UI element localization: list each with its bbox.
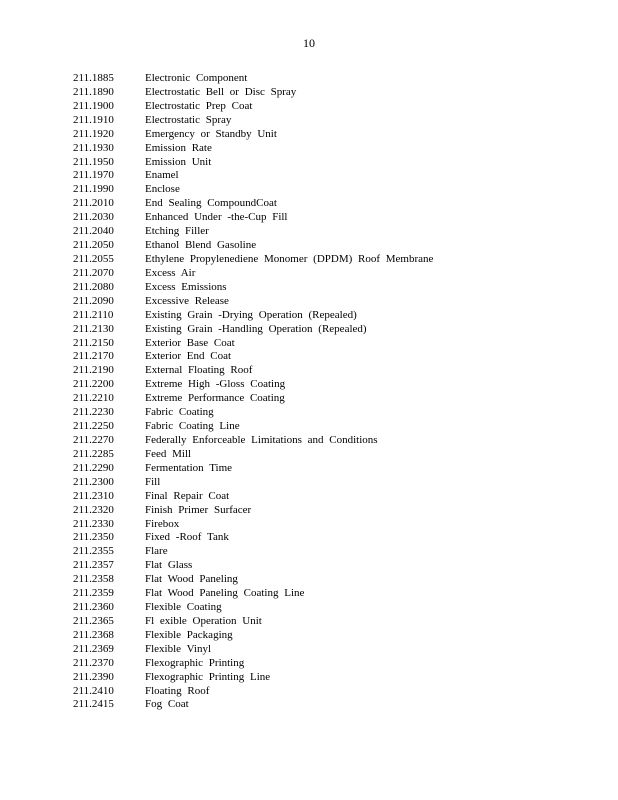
section-number: 211.2390 xyxy=(73,670,114,683)
list-item xyxy=(73,183,553,197)
section-number: 211.2250 xyxy=(73,420,114,433)
list-item xyxy=(73,615,553,629)
section-number: 211.2330 xyxy=(73,517,114,530)
section-number: 211.1990 xyxy=(73,183,114,196)
list-item xyxy=(73,267,553,281)
section-number: 211.1900 xyxy=(73,99,114,112)
section-term: Emission Rate xyxy=(145,141,212,154)
section-number: 211.2350 xyxy=(73,531,114,544)
list-item xyxy=(73,518,553,532)
section-term: Electrostatic Bell or Disc Spray xyxy=(145,85,297,98)
list-item xyxy=(73,309,553,323)
section-term: Excessive Release xyxy=(145,294,229,307)
list-item xyxy=(73,197,553,211)
section-term: Electronic Component xyxy=(145,72,248,84)
section-term: Extreme Performance Coating xyxy=(145,392,285,405)
section-term: Feed Mill xyxy=(145,447,192,460)
section-number: 211.2285 xyxy=(73,447,114,460)
section-term: Final Repair Coat xyxy=(145,489,230,502)
section-number: 211.2300 xyxy=(73,475,114,488)
section-term: Exterior Base Coat xyxy=(145,336,235,349)
section-number: 211.2030 xyxy=(73,211,114,224)
section-number: 211.2210 xyxy=(73,392,114,405)
section-term: Emission Unit xyxy=(145,155,212,168)
section-term: Flexographic Printing Line xyxy=(145,670,271,683)
section-number: 211.2368 xyxy=(73,628,114,641)
list-item xyxy=(73,295,553,309)
list-item xyxy=(73,559,553,573)
list-item xyxy=(73,378,553,392)
section-term: Fill xyxy=(145,475,161,488)
section-number: 211.1950 xyxy=(73,155,114,168)
section-number: 211.2055 xyxy=(73,252,114,265)
section-number: 211.2310 xyxy=(73,489,114,502)
section-number: 211.2370 xyxy=(73,656,114,669)
list-item xyxy=(73,114,553,128)
section-term: Fabric Coating Line xyxy=(145,420,240,433)
list-item xyxy=(73,169,553,183)
list-item xyxy=(73,643,553,657)
section-term: Flexible Packaging xyxy=(145,628,233,641)
section-number: 211.2290 xyxy=(73,461,114,474)
page-number: 10 xyxy=(303,36,315,50)
list-item xyxy=(73,364,553,378)
list-item xyxy=(73,350,553,364)
section-number: 211.2230 xyxy=(73,406,114,419)
section-number: 211.2170 xyxy=(73,350,114,363)
list-item xyxy=(73,323,553,337)
list-item xyxy=(73,490,553,504)
section-number: 211.2270 xyxy=(73,433,114,446)
section-number: 211.2080 xyxy=(73,280,114,293)
section-number: 211.2369 xyxy=(73,642,114,655)
section-number: 211.2110 xyxy=(73,308,114,321)
list-item xyxy=(73,142,553,156)
section-number: 211.2358 xyxy=(73,573,114,586)
section-number: 211.2190 xyxy=(73,364,114,377)
section-number: 211.2130 xyxy=(73,322,114,335)
section-term: Enclose xyxy=(145,183,180,196)
section-list xyxy=(73,72,553,712)
section-number: 211.2365 xyxy=(73,614,114,627)
list-item xyxy=(73,685,553,699)
section-term: Electrostatic Prep Coat xyxy=(145,99,253,112)
section-number: 211.2360 xyxy=(73,601,114,614)
section-term: Excess Emissions xyxy=(145,280,227,293)
section-term: Existing Grain -Drying Operation (Repealed) xyxy=(145,308,357,321)
section-number: 211.2150 xyxy=(73,336,114,349)
section-term: Existing Grain -Handling Operation (Repealed) xyxy=(145,322,367,335)
list-item xyxy=(73,253,553,267)
list-item xyxy=(73,476,553,490)
section-term: Ethanol Blend Gasoline xyxy=(145,239,257,252)
section-term: Fog Coat xyxy=(145,698,189,711)
section-number: 211.1885 xyxy=(73,72,114,84)
list-item xyxy=(73,72,553,86)
section-term: Electrostatic Spray xyxy=(145,113,232,126)
section-term: Flexographic Printing xyxy=(145,656,245,669)
section-term: Enamel xyxy=(145,169,179,182)
section-term: External Floating Roof xyxy=(145,364,253,377)
section-term: Excess Air xyxy=(145,266,196,279)
list-item xyxy=(73,601,553,615)
section-term: Finish Primer Surfacer xyxy=(145,503,252,516)
section-term: Firebox xyxy=(145,517,180,530)
section-term: Ethylene Propylenediene Monomer (DPDM) Roof Membrane xyxy=(145,252,434,265)
list-item xyxy=(73,337,553,351)
section-number: 211.2415 xyxy=(73,698,114,711)
list-item xyxy=(73,406,553,420)
section-number: 211.2040 xyxy=(73,225,114,238)
list-item xyxy=(73,211,553,225)
section-term: Flat Wood Paneling xyxy=(145,573,238,586)
list-item xyxy=(73,239,553,253)
list-item xyxy=(73,281,553,295)
section-term: Fermentation Time xyxy=(145,461,233,474)
section-term: Emergency or Standby Unit xyxy=(145,127,277,140)
section-number: 211.2410 xyxy=(73,684,114,697)
section-number: 211.2070 xyxy=(73,266,114,279)
section-number: 211.1890 xyxy=(73,85,114,98)
list-item xyxy=(73,504,553,518)
list-item xyxy=(73,434,553,448)
section-term: Fabric Coating xyxy=(145,406,214,419)
section-term: Flexible Vinyl xyxy=(145,642,211,655)
list-item xyxy=(73,462,553,476)
section-term: Fl exible Operation Unit xyxy=(145,614,262,627)
list-item xyxy=(73,392,553,406)
section-term: Etching Filler xyxy=(145,225,209,238)
section-number: 211.2050 xyxy=(73,239,114,252)
section-number: 211.2359 xyxy=(73,587,114,600)
section-term: End Sealing CompoundCoat xyxy=(145,197,277,210)
section-term: Flexible Coating xyxy=(145,601,222,614)
section-number: 211.1910 xyxy=(73,113,114,126)
section-term: Flat Glass xyxy=(145,559,193,572)
list-item xyxy=(73,587,553,601)
section-number: 211.1920 xyxy=(73,127,114,140)
section-number: 211.2320 xyxy=(73,503,114,516)
section-term: Extreme High -Gloss Coating xyxy=(145,378,286,391)
section-term: Fixed -Roof Tank xyxy=(145,531,229,544)
list-item xyxy=(73,531,553,545)
list-item xyxy=(73,128,553,142)
list-item xyxy=(73,698,553,712)
list-item xyxy=(73,100,553,114)
section-term: Enhanced Under -the-Cup Fill xyxy=(145,211,288,224)
list-item xyxy=(73,629,553,643)
section-term: Federally Enforceable Limitations and Conditions xyxy=(145,433,378,446)
list-item xyxy=(73,156,553,170)
list-item xyxy=(73,657,553,671)
section-number: 211.2090 xyxy=(73,294,114,307)
section-term: Flat Wood Paneling Coating Line xyxy=(145,587,305,600)
section-number: 211.1970 xyxy=(73,169,114,182)
section-term: Exterior End Coat xyxy=(145,350,232,363)
list-item xyxy=(73,448,553,462)
section-term: Floating Roof xyxy=(145,684,210,697)
list-item xyxy=(73,671,553,685)
section-number: 211.1930 xyxy=(73,141,114,154)
list-item xyxy=(73,86,553,100)
section-number: 211.2200 xyxy=(73,378,114,391)
section-term: Flare xyxy=(145,545,168,558)
list-item xyxy=(73,573,553,587)
section-number: 211.2355 xyxy=(73,545,114,558)
list-item xyxy=(73,545,553,559)
list-item xyxy=(73,420,553,434)
section-number: 211.2010 xyxy=(73,197,114,210)
section-number: 211.2357 xyxy=(73,559,114,572)
list-item xyxy=(73,225,553,239)
